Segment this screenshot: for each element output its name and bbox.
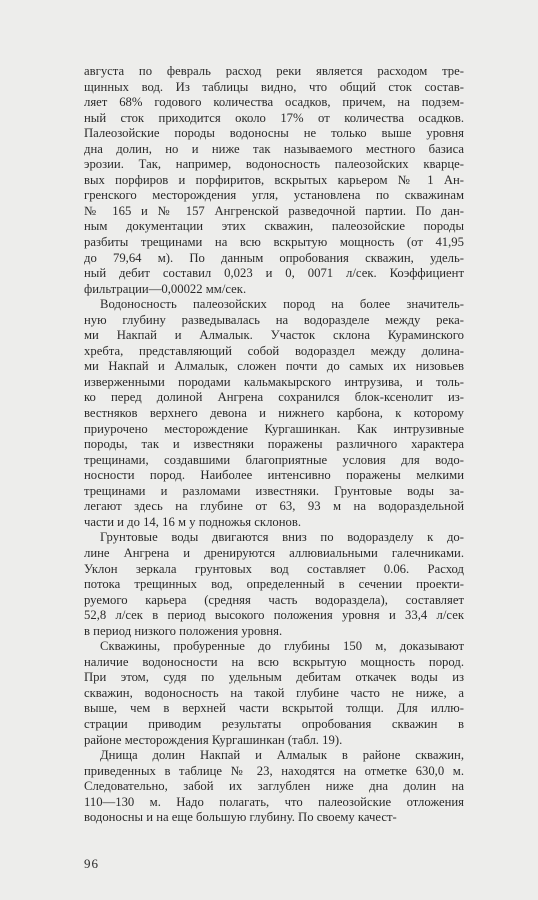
text-line: водоносны и на еще большую глубину. По своему качест- [84, 810, 397, 825]
text-line: хребта, представляющий собой водораздел между долина- [84, 343, 464, 358]
text-line: ный сток приходится около 17% от количества осадков. [84, 110, 464, 125]
text-line: 110—130 м. Надо полагать, что палеозойские отложения [84, 794, 464, 809]
text-line: эрозии. Так, например, водоносность палеозойских кварце- [84, 157, 464, 172]
text-line: щинных вод. Из таблицы видно, что общий сток состав- [84, 79, 464, 94]
text-line: ную глубину разведывалась на водоразделе между река- [84, 312, 464, 327]
paragraph [84, 748, 464, 826]
text-line: наличие водоносности на всю вскрытую мощность пород. [84, 654, 464, 669]
text-line: № 165 и № 157 Ангренской разведочной партии. По дан- [84, 203, 464, 218]
text-line: выше, чем в верхней части вскрытой толщи. Для иллю- [84, 701, 464, 716]
text-line: вых порфиров и порфиритов, вскрытых карьером № 1 Ан- [84, 172, 464, 187]
text-line: скважин, водоносность на такой глубине часто не ниже, а [84, 685, 464, 700]
text-line: легают здесь на глубине от 63, 93 м на водораздельной [84, 499, 464, 514]
text-line: Скважины, пробуренные до глубины 150 м, доказывают [100, 639, 464, 654]
text-line: Уклон зеркала грунтовых вод составляет 0.06. Расход [84, 561, 464, 576]
text-line: в период низкого положения уровня. [84, 623, 283, 638]
text-line: Днища долин Накпай и Алмалык в районе скважин, [100, 748, 464, 763]
text-line: разбиты трещинами на всю вскрытую мощность (от 41,95 [84, 235, 464, 250]
text-line: ми Накпай и Алмалык. Участок склона Кураминского [84, 328, 464, 343]
text-line: Следовательно, забой их заглублен ниже дна долин на [84, 779, 464, 794]
text-line: до 79,64 м). По данным опробования скважин, удель- [84, 250, 464, 265]
text-line: Грунтовые воды двигаются вниз по водоразделу к до- [100, 530, 464, 545]
text-line: 52,8 л/сек в период высокого положения уровня и 33,4 л/сек [84, 608, 464, 623]
text-line: вестняков верхнего девона и нижнего карбона, к которому [84, 406, 464, 421]
text-line: лине Ангрена и дренируются аллювиальными галечниками. [84, 545, 464, 560]
text-line: дна долин, но и ниже так называемого местного базиса [84, 141, 464, 156]
text-line: руемого карьера (средняя часть водораздела), составляет [84, 592, 464, 607]
paragraph [84, 297, 464, 530]
text-line: части и до 14, 16 м у подножья склонов. [84, 514, 302, 529]
page-number: 96 [84, 856, 99, 871]
paragraph [84, 639, 464, 748]
text-line: трещинами и разломами известняки. Грунтовые воды за- [84, 483, 464, 498]
text-line: При этом, судя по удельным дебитам откачек воды из [84, 670, 464, 685]
text-line: трещинами, создавшими благоприятные условия для водо- [84, 452, 464, 467]
body-text [84, 64, 464, 826]
text-line: Водоносность палеозойских пород на более значитель- [100, 297, 464, 312]
paragraph [84, 530, 464, 639]
text-line: породы, так и известняки поражены различного характера [84, 437, 464, 452]
paragraph [84, 64, 464, 297]
text-line: изверженными породами кальмакырского интрузива, и толь- [84, 374, 464, 389]
text-line: страции приводим результаты опробования скважин в [84, 716, 464, 731]
text-line: ным документации этих скважин, палеозойские породы [84, 219, 464, 234]
text-line: носности пород. Наиболее интенсивно поражены мелкими [84, 468, 464, 483]
text-line: ный дебит составил 0,023 и 0, 0071 л/сек. Коэффициент [84, 266, 464, 281]
text-line: ми Накпай и Алмалык, сложен почти до самых их низовьев [84, 359, 464, 374]
text-line: потока трещинных вод, определенный в сечении проекти- [84, 577, 464, 592]
text-line: ко перед долиной Ангрена сохранился блок-ксенолит из- [84, 390, 464, 405]
text-line: приурочено месторождение Кургашинкан. Как интрузивные [84, 421, 464, 436]
text-line: Палеозойские породы водоносны не только выше уровня [84, 126, 464, 141]
text-line: гренского месторождения угля, установлена по скважинам [84, 188, 464, 203]
text-line: августа по февраль расход реки является расходом тре- [84, 64, 464, 78]
text-line: районе месторождения Кургашинкан (табл. 19). [84, 732, 343, 747]
text-line: приведенных в таблице № 23, находятся на отметке 630,0 м. [84, 763, 464, 778]
text-line: ляет 68% годового количества осадков, причем, на подзем- [84, 95, 464, 110]
text-line: фильтрации—0,00022 мм/сек. [84, 281, 247, 296]
